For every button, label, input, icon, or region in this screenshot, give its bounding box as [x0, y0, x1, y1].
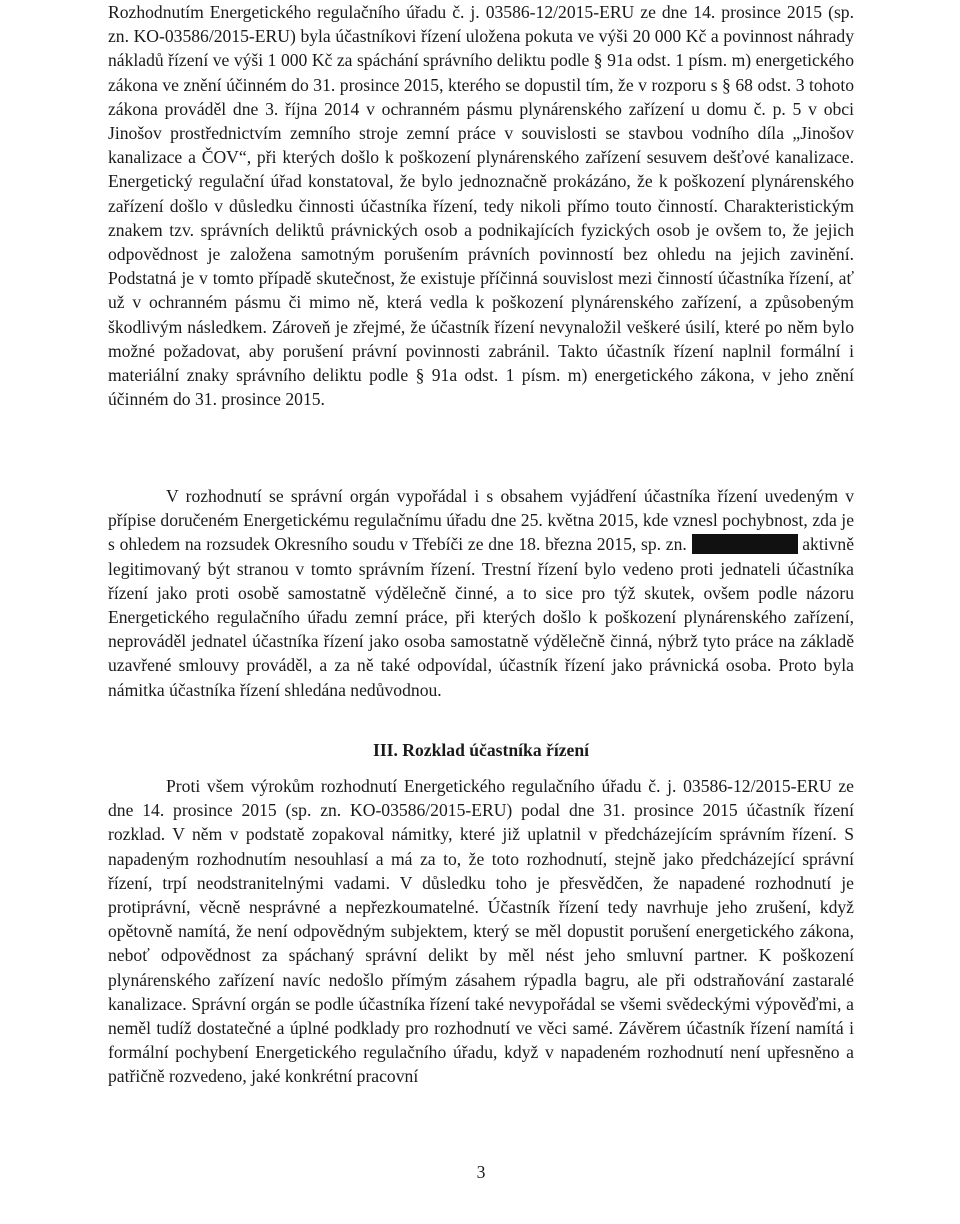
paragraph-participant-statement [108, 484, 854, 702]
section-heading: III. Rozklad účastníka řízení [372, 740, 590, 760]
paragraph-participant-statement-part-1: V rozhodnutí se správní orgán vypořádal i s obsahem vyjádření účastníka řízení uvedeným v přípise doručeném Energetickému regulačnímu úřadu dne 25. května 2015, kde vznesl pochybnost, zda je s ohledem na rozsudek Okresního soudu v Třebíči ze dne 18. března 2015, sp. zn. [108, 486, 854, 555]
page-number: 3 [476, 1162, 486, 1182]
paragraph-decision-summary: Rozhodnutím Energetického regulačního úřadu č. j. 03586-12/2015-ERU ze dne 14. prosince 2015 (sp. zn. KO-03586/2015-ERU) byla účastníkovi řízení uložena pokuta ve výši 20 000 Kč a povinnost náhrady nákladů řízení ve výši 1 000 Kč za spáchání správního deliktu podle § 91a odst. 1 písm. m) energetického zákona ve znění účinném do 31. prosince 2015, kterého se dopustil tím, že v rozporu s § 68 odst. 3 tohoto zákona prováděl dne 3. října 2014 v ochranném pásmu plynárenského zařízení u domu č. p. 5 v obci Jinošov prostřednictvím zemního stroje zemní práce v souvislosti se stavbou vodního díla „Jinošov kanalizace a ČOV“, při kterých došlo k poškození plynárenského zařízení sesuvem dešťové kanalizace. Energetický regulační úřad konstatoval, že bylo jednoznačně prokázáno, že k poškození plynárenského zařízení došlo v důsledku činnosti účastníka řízení, tedy nikoli přímo touto činností. Charakteristickým znakem tzv. správních deliktů právnických osob a podnikajících fyzických osob je ovšem to, že jejich odpovědnost je založena samotným porušením právních povinností bez ohledu na jejich zavinění. Podstatná je v tomto případě skutečnost, že existuje příčinná souvislost mezi činností účastníka řízení, ať už v ochranném pásmu či mimo ně, která vedla k poškození plynárenského zařízení, a způsobeným škodlivým následkem. Zároveň je zřejmé, že účastník řízení nevynaložil veškeré úsilí, které po něm bylo možné požadovat, aby porušení právní povinnosti zabránil. Takto účastník řízení naplnil formální i materiální znaky správního deliktu podle § 91a odst. 1 písm. m) energetického zákona, v jeho znění účinném do 31. prosince 2015. [108, 2, 854, 410]
paragraph-appeal: Proti všem výrokům rozhodnutí Energetického regulačního úřadu č. j. 03586-12/2015-ERU ze dne 14. prosince 2015 (sp. zn. KO-03586/2015-ERU) podal dne 31. prosince 2015 účastník řízení rozklad. V něm v podstatě zopakoval námitky, které již uplatnil v předcházejícím správním řízení. S napadeným rozhodnutím nesouhlasí a má za to, že toto rozhodnutí, stejně jako předcházející správní řízení, trpí neodstranitelnými vadami. V důsledku toho je přesvědčen, že napadené rozhodnutí je protiprávní, věcně nesprávné a nepřezkoumatelné. Účastník řízení tedy navrhuje jeho zrušení, když opětovně namítá, že není odpovědným subjektem, který se měl dopustit porušení energetického zákona, neboť odpovědnost za spáchaný správní delikt by měl nést jeho smluvní partner. K poškození plynárenského zařízení navíc nedošlo přímým zásahem rýpadla bagru, ale při odstraňování zastaralé kanalizace. Správní orgán se podle účastníka řízení také nevypořádal se všemi svědeckými výpověďmi, a neměl tudíž dostatečné a úplné podklady pro rozhodnutí ve věci samé. Závěrem účastník řízení namítá i formální pochybení Energetického regulačního úřadu, když v napadeném rozhodnutí není upřesněno a patřičně rozvedeno, jaké konkrétní pracovní [108, 776, 854, 1087]
redaction-block [692, 534, 798, 554]
paragraph-participant-statement-part-2: aktivně legitimovaný být stranou v tomto správním řízení. Trestní řízení bylo vedeno proti jednateli účastníka řízení jako proti osobě samostatně výdělečně činné, a to sice pro týž skutek, ovšem podle názoru Energetického regulačního úřadu zemní práce, při kterých došlo k poškození plynárenského zařízení, neprováděl jednatel účastníka řízení jako osoba samostatně výdělečně činná, nýbrž tyto práce na základě uzavřené smlouvy prováděl, a za ně také odpovídal, účastník řízení jako právnická osoba. Proto byla námitka účastníka řízení shledána nedůvodnou. [108, 534, 855, 700]
